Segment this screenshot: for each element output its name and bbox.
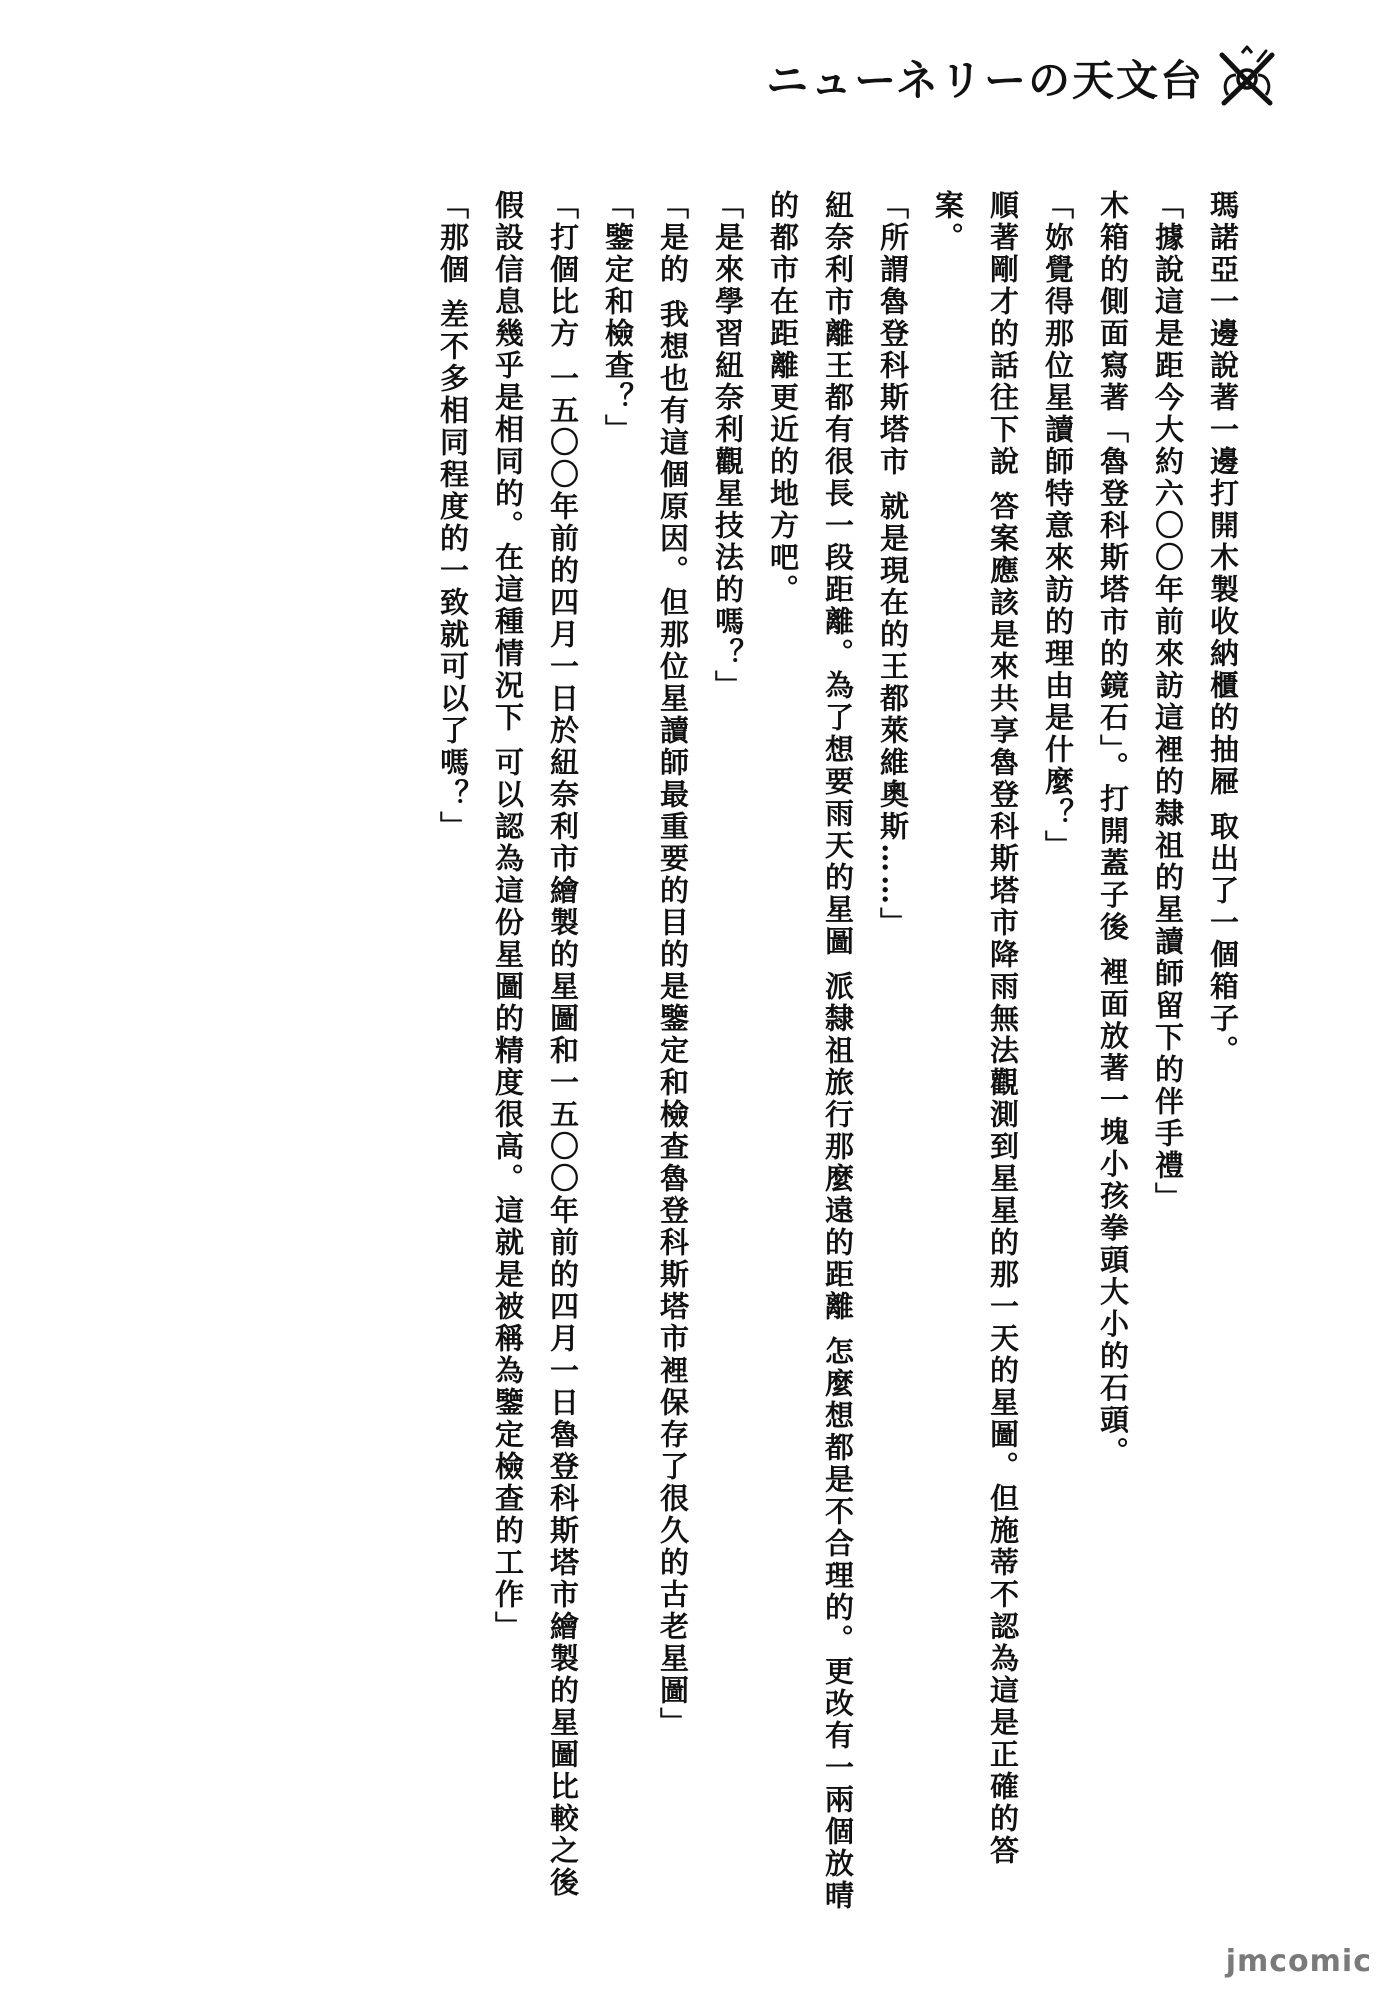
crossed-flourish-icon (1214, 45, 1280, 111)
paragraph-12: 「那個 差不多相同程度的一致就可以了嗎？」 (436, 190, 470, 844)
paragraph-1: 瑪諾亞一邊說著一邊打開木製收納櫃的抽屜 取出了一個箱子。 (1206, 190, 1240, 1068)
paragraph-8: 「是來學習紐奈利觀星技法的嗎？」 (711, 190, 745, 702)
paragraph-6: 「所謂魯登科斯塔市 就是現在的王都萊維奧斯……」 (876, 190, 910, 940)
page-header (766, 45, 1280, 111)
paragraph-5: 順著剛才的話往下說 答案應該是來共享魯登科斯塔市降雨無法觀測到星星的那一天的星圖。但施蒂不認為這是正確的答案。 (931, 190, 1020, 1868)
watermark: jmcomic (1225, 1944, 1372, 1979)
paragraph-11: 「打個比方 一五〇〇年前的四月一日於紐奈利市繪製的星圖和一五〇〇年前的四月一日魯登科斯塔市繪製的星圖比較之後假設信息幾乎是相同的。在這種情況下 可以認為這份星圖的精度很高。這就是被稱為鑒定檢查的工作」 (491, 190, 580, 1900)
paragraph-4: 「妳覺得那位星讀師特意來訪的理由是什麼？」 (1041, 190, 1075, 862)
paragraph-7: 紐奈利市離王都有很長一段距離。為了想要雨天的星圖 派隸祖旅行那麼遠的距離 怎麼想都是不合理的。更改有一兩個放晴的都市在距離更近的地方吧。 (766, 190, 855, 1913)
paragraph-2: 「據說這是距今大約六〇〇年前來訪這裡的隸祖的星讀師留下的伴手禮」 (1151, 190, 1185, 1214)
page-title: ニューネリーの天文台 (766, 56, 1204, 105)
paragraph-9: 「是的 我想也有這個原因。但那位星讀師最重要的目的是鑒定和檢查魯登科斯塔市裡保存了很久的古老星圖」 (656, 190, 690, 1740)
paragraph-3: 木箱的側面寫著「魯登科斯塔市的鏡石」。打開蓋子後 裡面放著一塊小孩拳頭大小的石頭。 (1096, 190, 1130, 1469)
text-body (425, 190, 1250, 1920)
paragraph-10: 「鑒定和檢查？」 (601, 190, 635, 446)
